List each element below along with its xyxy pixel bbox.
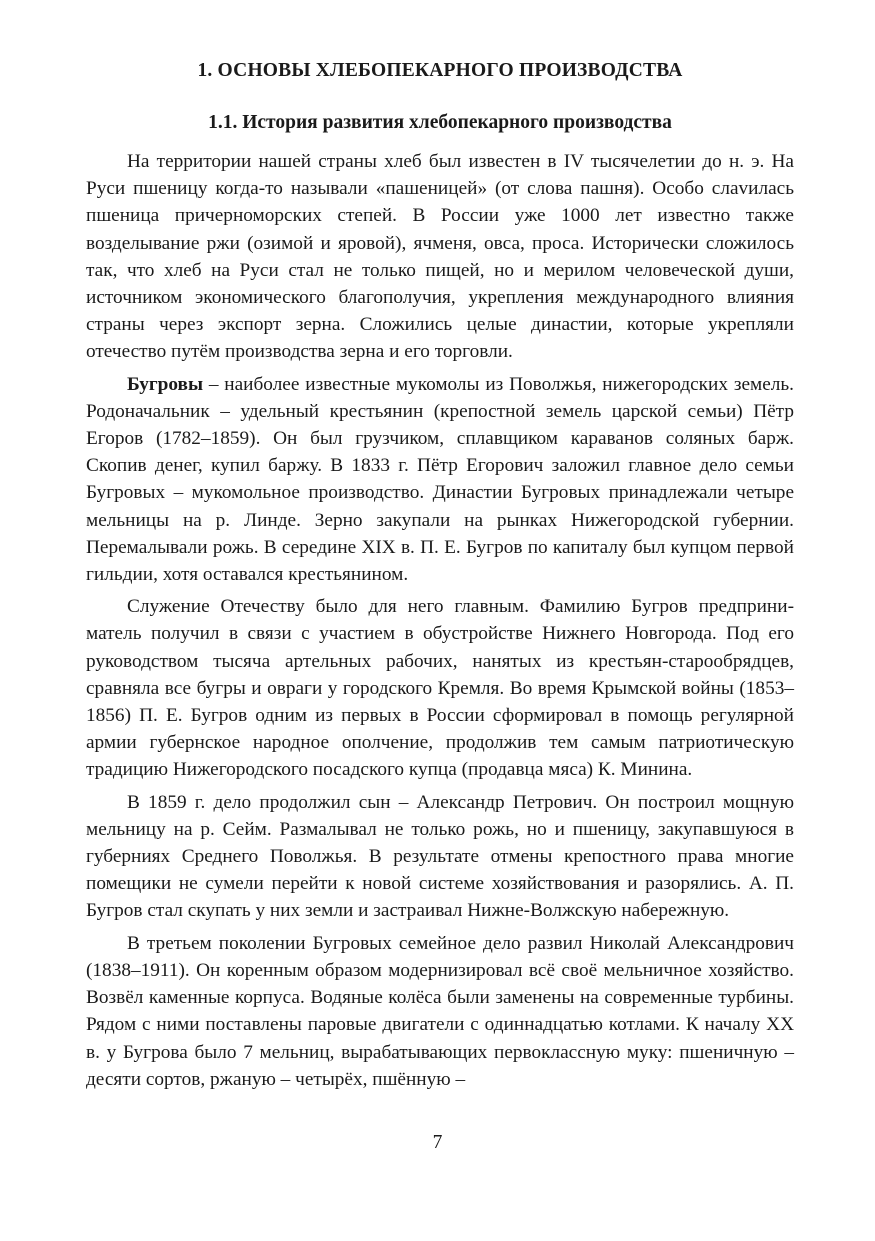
paragraph-service-fatherland: Служение Отечеству было для него главным. Фамилию Бугров предприниматель получил в связи с участием в обустройстве Нижнего Новгорода. Под его руководством тысяча артельных рабочих, нанятых из крестьян-старообрядцев, сравняла все бугры и овраги у городского Кремля. Во время Крымской войны (1853–1856) П. Е. Бугров одним из первых в России сформировал в помощь регулярной армии губернское народное ополчение, продолжив тем самым патриотическую традицию Нижегородского посадского купца (продавца мяса) К. Минина. bbox=[86, 596, 794, 781]
document-page bbox=[86, 60, 794, 1098]
bugrovy-text: – наиболее известные мукомолы из Поволжья, нижегородских земель. Родоначальник – удельный крестьянин (крепостной земель царской семьи) Пётр Егоров (1782–1859). Он был грузчиком, сплавщиком караванов соляных барж. Скопив денег, купил баржу. В 1833 г. Пётр Егорович заложил главное дело семьи Бугровых – мукомольное производство. Династии Бугровых принадлежали четыре мельницы на р. Линде. Зерно закупали на рынках Нижегородской губернии. Перемалывали рожь. В середине XIX в. П. Е. Бугров по капиталу был купцом первой гильдии, хотя оставался крестьянином. bbox=[86, 373, 794, 586]
paragraph-bugrovy bbox=[86, 371, 794, 589]
page-number: 7 bbox=[432, 1132, 443, 1153]
bugrovy-lead-term: Бугровы bbox=[127, 373, 204, 395]
paragraph-nikolai-alexandrovich: В третьем поколении Бугровых семейное дело развил Николай Александрович (1838–1911). Он коренным образом модернизировал всё своё мельничное хозяйство. Возвёл каменные корпуса. Водяные колёса были заменены на современные турбины. Рядом с ними поставлены паровые двигатели с одиннадцатью котлами. К началу XX в. у Бугрова было 7 мельниц, вырабатывающих первоклассную муку: пшеничную – десяти сортов, ржаную – четырёх, пшённую – bbox=[86, 932, 794, 1090]
paragraph-history-intro: На территории нашей страны хлеб был известен в IV тысячелетии до н. э. На Руси пшеницу когда-то называли «пашеницей» (от слова пашня). Особо слаvилась пшеница причерноморских степей. В России уже 1000 лет известно также возделывание ржи (озимой и яровой), ячменя, овса, проса. Исторически сложилось так, что хлеб на Руси стал не только пищей, но и мерилом человеческой души, источником экономического благополучия, укрепления международного влияния страны через экспорт зерна. Сложились целые династии, которые укрепляли отечество путём производства зерна и его торговли. bbox=[86, 151, 794, 363]
section-title: 1.1. История развития хлебопекарного производства bbox=[208, 112, 672, 133]
chapter-title: 1. ОСНОВЫ ХЛЕБОПЕКАРНОГО ПРОИЗВОДСТВА bbox=[197, 60, 683, 81]
paragraph-alexander-petrovich: В 1859 г. дело продолжил сын – Александр Петрович. Он построил мощную мельницу на р. Сейм. Размалывал не только рожь, но и пшеницу, закупавшуюся в губерниях Среднего Поволжья. В результате отмены крепостного права многие помещики не сумели перейти к новой системе хозяйствования и разорялись. А. П. Бугров стал скупать у них земли и застраивал Нижне-Волжскую набережную. bbox=[86, 791, 794, 922]
